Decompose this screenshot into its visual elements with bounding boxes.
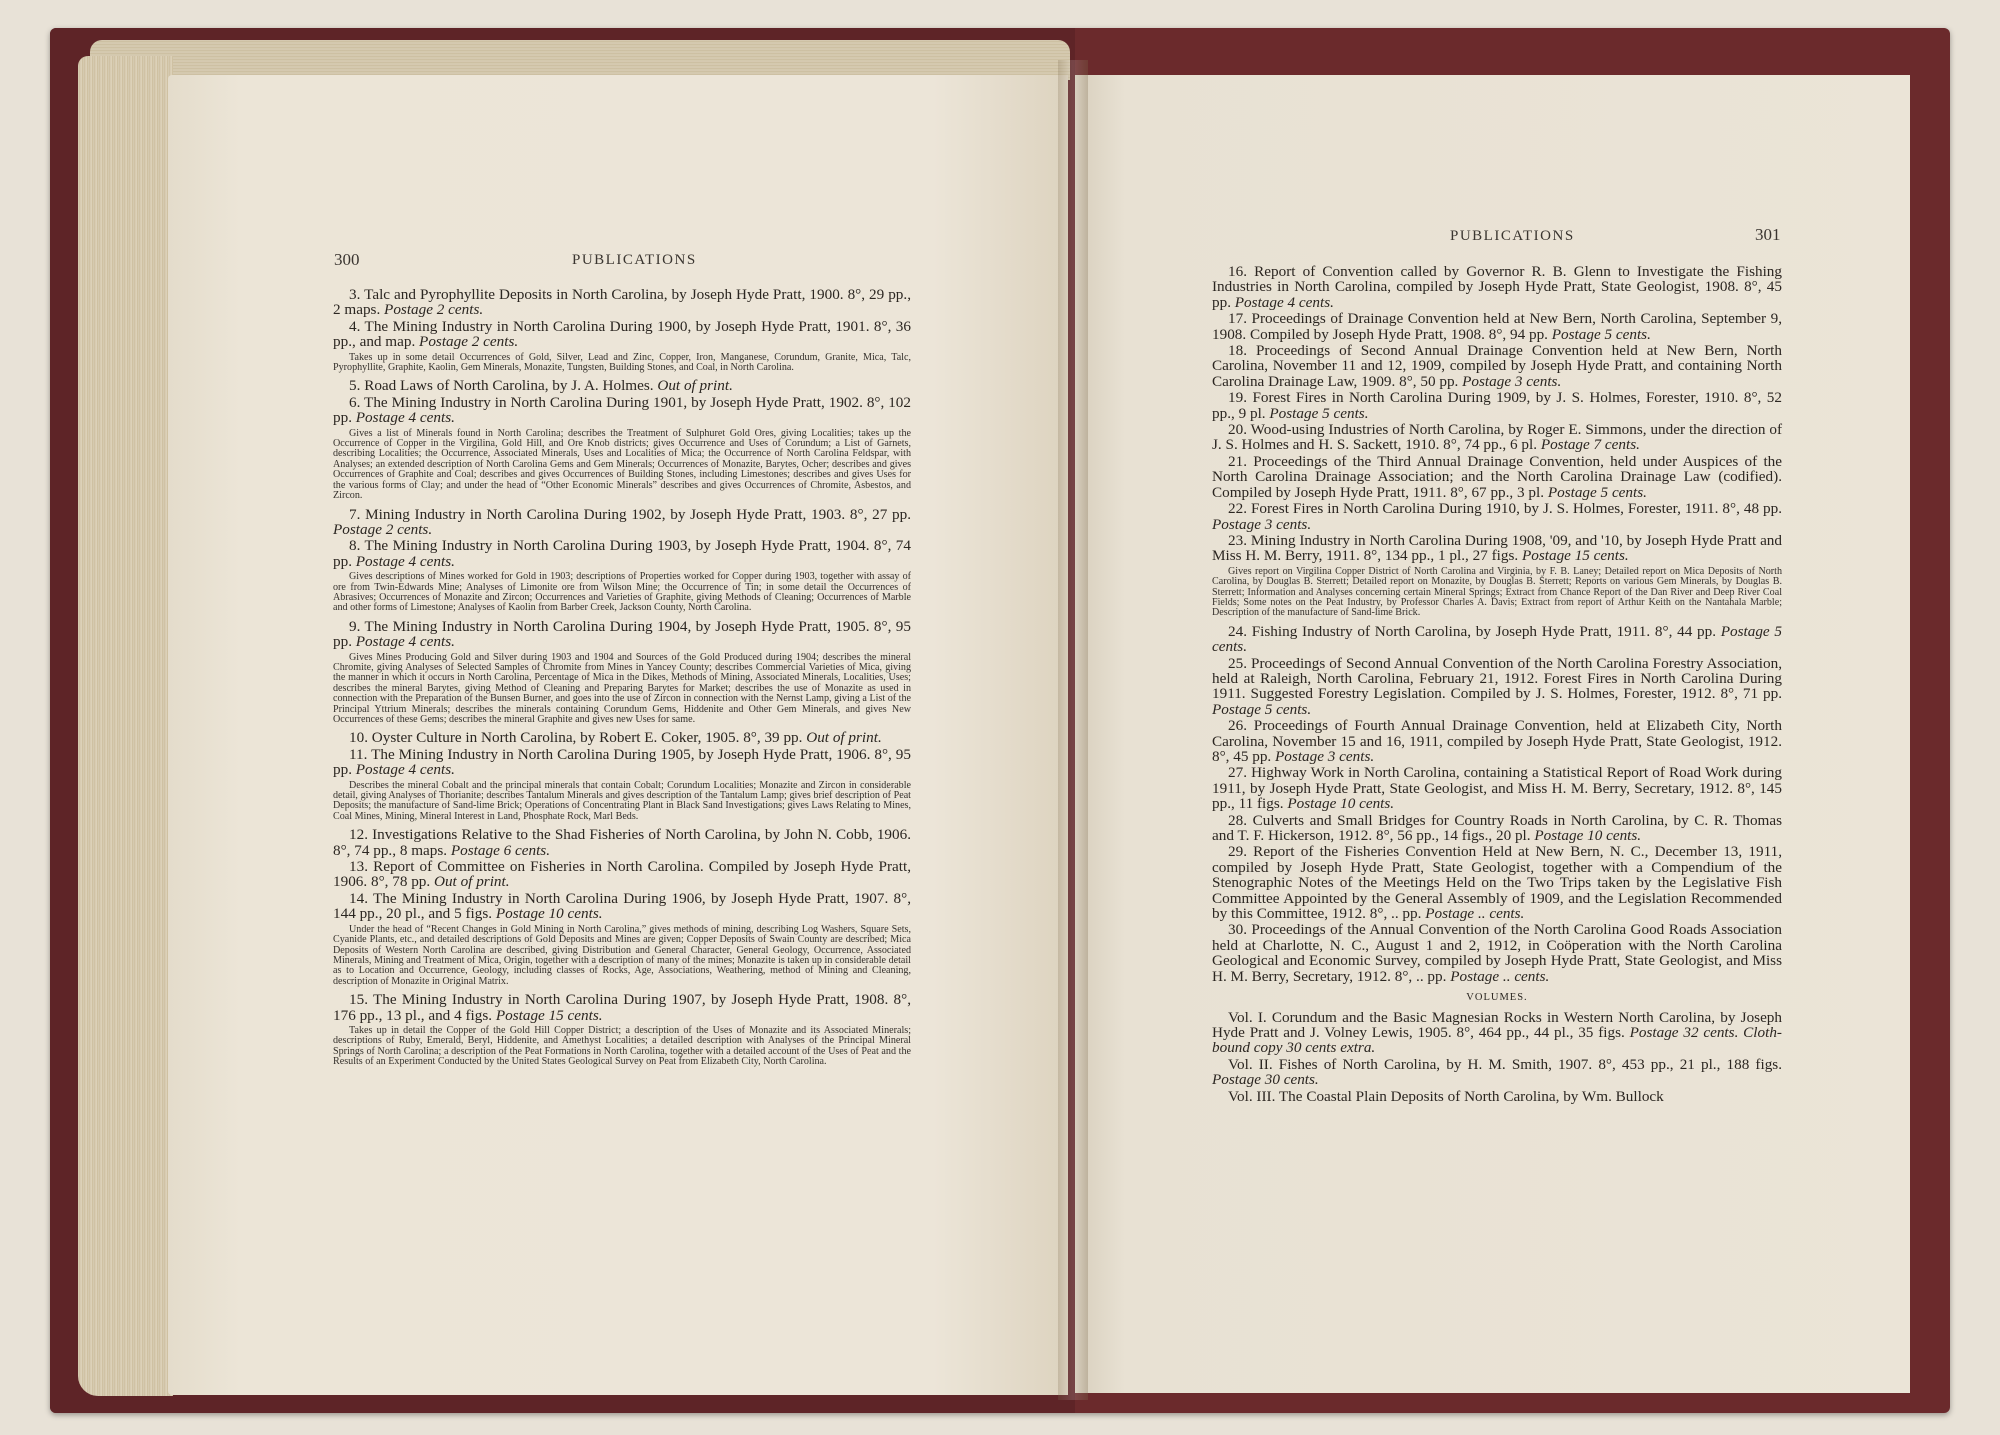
publication-entry [1212, 813, 1782, 844]
entry-postage: Postage 15 cents. [495, 1006, 603, 1024]
left-page-number: 300 [334, 250, 360, 269]
publication-entry [1212, 624, 1782, 655]
entry-postage: Postage .. cents. [1450, 967, 1550, 985]
publication-entry [333, 538, 911, 569]
publication-entry [333, 507, 911, 538]
right-page-number: 301 [1755, 225, 1781, 244]
entry-postage: Postage 5 cents. [1212, 622, 1782, 656]
entry-postage: Postage 15 cents. [1521, 547, 1629, 565]
publication-entry [1212, 264, 1782, 310]
entry-text: 7. Mining Industry in North Carolina During 1902, by Joseph Hyde Pratt, 1903. 8°, 27 pp. [349, 505, 911, 523]
entry-text: 19. Forest Fires in North Carolina During 1909, by J. S. Holmes, Forester, 1910. 8°, 52 pp., 9 pl. [1212, 389, 1782, 422]
entry-text: 25. Proceedings of Second Annual Convention of the North Carolina Forestry Association, held at Raleigh, North Carolina, February 21, 1912. Forest Fires in North Carolina During 1911. Suggested Forestry Legislation. Compiled by J. S. Holmes, Forester, 1912. 8°, 71 pp. [1212, 654, 1782, 703]
right-running-head: PUBLICATIONS [1450, 228, 1575, 244]
publication-entry [333, 859, 911, 890]
entry-text: 12. Investigations Relative to the Shad Fisheries of North Carolina, by John N. Cobb, 1906. 8°, 74 pp., 8 maps. [333, 826, 911, 859]
entry-postage: Postage 30 cents. [1212, 1071, 1319, 1089]
entry-text: Vol. III. The Coastal Plain Deposits of North Carolina, by Wm. Bullock [1228, 1087, 1664, 1105]
entry-text: 18. Proceedings of Second Annual Drainage Convention held at New Bern, North Carolina, November 11 and 12, 1909, compiled by Joseph Hyde Pratt, and containing North Carolina Drainage Law, 1909. 8°, 50 pp. [1212, 342, 1782, 390]
publication-entry [333, 319, 911, 350]
publication-entry [333, 992, 911, 1023]
entry-text: Vol. II. Fishes of North Carolina, by H. M. Smith, 1907. 8°, 453 pp., 21 pl., 188 figs. [1228, 1055, 1782, 1073]
entry-postage: Postage 10 cents. [1287, 795, 1395, 813]
entry-postage: Postage 2 cents. [384, 301, 484, 319]
entry-postage: Postage 5 cents. [1269, 404, 1369, 422]
publication-entry [333, 747, 911, 778]
publication-entry [333, 891, 911, 922]
page-block-side-edge [78, 56, 173, 1396]
entry-postage: Postage 2 cents. [419, 333, 519, 351]
entry-postage: Postage 2 cents. [333, 520, 433, 538]
entry-postage: Postage 3 cents. [1275, 748, 1375, 765]
publication-entry [1212, 390, 1782, 421]
entry-text: 24. Fishing Industry of North Carolina, by Joseph Hyde Pratt, 1911. 8°, 44 pp. [1228, 622, 1721, 640]
publication-entry [333, 378, 911, 393]
entry-postage: Postage 5 cents. [1551, 325, 1651, 343]
entry-text: Vol. I. Corundum and the Basic Magnesian Rocks in Western North Carolina, by Joseph Hyde Pratt and J. Volney Lewis, 1905. 8°, 464 pp., 44 pl., 35 figs. [1212, 1008, 1782, 1041]
left-page-text [333, 287, 911, 1073]
entry-description: Takes up in detail the Copper of the Gold Hill Copper District; a description of the Uses of Monazite and its Associated Minerals; descriptions of Ruby, Emerald, Beryl, Hiddenite, and Amethyst Localities; a detailed description with Analyses of the Principal Mineral Springs of North Carolina; a description of the Peat Formations in North Carolina, together with a detailed account of the Uses of Peat and the Results of an Experiment Conducted by the United States Geological Survey on Peat from Elizabeth City, North Carolina. [333, 1024, 911, 1068]
publication-entry [333, 395, 911, 426]
entry-text: 29. Report of the Fisheries Convention Held at New Bern, N. C., December 13, 1911, compiled by Joseph Hyde Pratt, State Geologist, together with a Compendium of the Stenographic Notes of the Meetings Held on the Two Trips taken by the Legislative Fish Committee Appointed by the General Assembly of 1909, and the Legislation Recommended by this Committee, 1912. 8°, .. pp. [1212, 843, 1782, 923]
entry-text: 15. The Mining Industry in North Carolina During 1907, by Joseph Hyde Pratt, 1908. 8°, 176 pp., 13 pl., and 4 figs. [333, 991, 911, 1024]
publication-entry [1212, 454, 1782, 500]
left-running-head: PUBLICATIONS [572, 252, 697, 268]
entry-postage: Postage 3 cents. [1212, 515, 1312, 533]
entry-description: Gives Mines Producing Gold and Silver during 1903 and 1904 and Sources of the Gold Produced during 1904; describes the mineral Chromite, giving Analyses of Selected Samples of Chromite from Mines in Yancey County; describes Commercial Varieties of Mica, giving the manner in which it occurs in North Carolina, Percentage of Mica in the Dikes, Methods of Mining, Associated Minerals, Localities, Uses; describes the mineral Barytes, giving Method of Cleaning and Preparing Barytes for Market; describes the use of Monazite as used in connection with the Preparation of the Bunsen Burner, and goes into the use of Zircon in connection with the Nernst Lamp, giving a List of the Principal Yttrium Minerals; describes the minerals containing Corundum Gems, Hiddenite and Other Gem Minerals, and gives New Occurrences of these Gems; describes the mineral Graphite and gives new Uses for same. [333, 651, 911, 725]
entry-text: 26. Proceedings of Fourth Annual Drainage Convention, held at Elizabeth City, North Carolina, November 15 and 16, 1911, compiled by Joseph Hyde Pratt, State Geologist, 1912. 8°, 45 pp. [1212, 717, 1782, 765]
publication-entry [1212, 844, 1782, 921]
entry-postage: Postage 5 cents. [1212, 700, 1312, 718]
publication-entry [1212, 656, 1782, 718]
entry-postage: Postage 7 cents. [1540, 436, 1640, 454]
entry-text: 14. The Mining Industry in North Carolina During 1906, by Joseph Hyde Pratt, 1907. 8°, 144 pp., 20 pl., and 5 figs. [333, 889, 911, 923]
entry-postage: Out of print. [434, 873, 510, 891]
entry-text: 20. Wood-using Industries of North Carolina, by Roger E. Simmons, under the direction of J. S. Holmes and H. S. Sackett, 1910. 8°, 74 pp., 6 pl. [1212, 421, 1782, 454]
entry-text: 6. The Mining Industry in North Carolina During 1901, by Joseph Hyde Pratt, 1902. 8°, 102 pp. [333, 393, 911, 427]
entry-description: Gives report on Virgilina Copper District of North Carolina and Virginia, by F. B. Laney; Detailed report on Mica Deposits of North Carolina, by Douglas B. Sterrett; Detailed report on Monazite, by Douglas B. Sterrett; Reports on various Gem Minerals, by Douglas B. Sterrett; Information and Analyses concerning certain Mineral Springs; Extract from Chance Report of the Dan River and Deep River Coal Fields; Some notes on the Peat Industry, by Professor Charles A. Davis; Extract from report of Arthur Keith on the Nantahala Marble; Description of the manufacture of Sand-lime Brick. [1212, 565, 1782, 619]
entry-text: 16. Report of Convention called by Governor R. B. Glenn to Investigate the Fishing Industries in North Carolina, compiled by Joseph Hyde Pratt, State Geologist, 1908. 8°, 45 pp. [1212, 263, 1782, 311]
publication-entry [1212, 311, 1782, 342]
entry-text: 22. Forest Fires in North Carolina During 1910, by J. S. Holmes, Forester, 1911. 8°, 48 pp. [1228, 500, 1782, 518]
entry-text: 21. Proceedings of the Third Annual Drainage Convention, held under Auspices of the North Carolina Drainage Association; and the North Carolina Drainage Law (codified). Compiled by Joseph Hyde Pratt, 1911. 8°, 67 pp., 3 pl. [1212, 452, 1782, 501]
publication-entry [1212, 501, 1782, 532]
book-gutter [1058, 60, 1088, 1400]
entry-description: Describes the mineral Cobalt and the principal minerals that contain Cobalt; Corundum Localities; Monazite and Zircon in considerable detail, giving Analyses of Thorianite; describes Tantalum Minerals and gives description of the Tantalum Lamp; gives brief description of Peat Deposits; the manufacture of Sand-lime Brick; Operations of Concentrating Plant in Black Sand Investigations; gives Laws Relating to Mines, Coal Mines, Mining, Mineral Interest in Land, Phosphate Rock, Marl Beds. [333, 779, 911, 822]
entry-postage: Postage 32 cents. Cloth-bound copy 30 cents extra. [1212, 1023, 1782, 1057]
right-page-text [1212, 264, 1782, 1105]
entry-text: 28. Culverts and Small Bridges for Country Roads in North Carolina, by C. R. Thomas and T. F. Hickerson, 1912. 8°, 56 pp., 14 figs., 20 pl. [1212, 811, 1782, 845]
publication-entry [1212, 343, 1782, 389]
volume-entry [1212, 1057, 1782, 1088]
entry-text: 5. Road Laws of North Carolina, by J. A. Holmes. [349, 377, 658, 395]
entry-text: 9. The Mining Industry in North Carolina During 1904, by Joseph Hyde Pratt, 1905. 8°, 95 pp. [333, 617, 911, 651]
entry-description: Gives a list of Minerals found in North Carolina; describes the Treatment of Sulphuret Gold Ores, giving Localities; takes up the Occurrence of Copper in the Virgilina, Gold Hill, and Ore Knob districts; gives Occurrence and Uses of Corundum; a List of Garnets, describing Localities; the Occurrence, Associated Minerals, Uses and Localities of Mica; the Occurrence of North Carolina Feldspar, with Analyses; an extended description of North Carolina Gems and Gem Minerals; Occurrences of Monazite, Barytes, Ocher; describes and gives Occurrences of Graphite and Coal; describes and gives Occurrences of Building Stones, including Limestones; describes and gives Uses for the various forms of Clay; and under the head of “Other Economic Minerals” describes and gives Occurrences of Chromite, Asbestos, and Zircon. [333, 427, 911, 502]
entry-text: 8. The Mining Industry in North Carolina During 1903, by Joseph Hyde Pratt, 1904. 8°, 74 pp. [333, 537, 911, 570]
publication-entry [1212, 422, 1782, 453]
publication-entry [333, 827, 911, 858]
entry-description: Takes up in some detail Occurrences of Gold, Silver, Lead and Zinc, Copper, Iron, Manganese, Corundum, Granite, Mica, Talc, Pyrophyllite, Graphite, Kaolin, Gem Minerals, Monazite, Tungsten, Building Stones, and Coal, in North Carolina. [333, 351, 911, 374]
entry-postage: Postage 10 cents. [495, 905, 603, 923]
entry-postage: Out of print. [806, 729, 882, 747]
volume-entry [1212, 1010, 1782, 1056]
entry-text: 30. Proceedings of the Annual Convention of the North Carolina Good Roads Association held at Charlotte, N. C., August 1 and 2, 1912, in Coöperation with the North Carolina Geological and Economic Survey, compiled by Joseph Hyde Pratt, State Geologist, and Miss H. M. Berry, Secretary, 1912. 8°, .. pp. [1212, 921, 1782, 985]
entry-description: Gives descriptions of Mines worked for Gold in 1903; descriptions of Properties worked for Copper during 1903, together with assay of ore from Twin-Edwards Mine; Analyses of Limonite ore from Wilson Mine; the Occurrence of Tin; in some detail the Occurrences of Abrasives; Occurrences of Monazite and Zircon; Occurrences and Varieties of Graphite, giving Methods of Cleaning; Occurrences of Marble and other forms of Limestone; Analyses of Kaolin from Barber Creek, Jackson County, North Carolina. [333, 571, 911, 614]
volume-entry [1212, 1089, 1782, 1104]
entry-postage: Postage 4 cents. [1234, 293, 1334, 311]
publication-entry [333, 619, 911, 650]
entry-postage: Out of print. [657, 377, 733, 395]
entry-postage: Postage 6 cents. [450, 841, 550, 859]
entry-postage: Postage 4 cents. [355, 409, 455, 427]
publication-entry [1212, 533, 1782, 564]
entry-postage: Postage 4 cents. [355, 761, 455, 779]
entry-text: 10. Oyster Culture in North Carolina, by Robert E. Coker, 1905. 8°, 39 pp. [349, 729, 807, 747]
entry-postage: Postage 4 cents. [355, 552, 455, 570]
entry-postage: Postage 3 cents. [1462, 372, 1562, 390]
publication-entry [1212, 765, 1782, 811]
entry-text: 4. The Mining Industry in North Carolina During 1900, by Joseph Hyde Pratt, 1901. 8°, 36 pp., and map. [333, 317, 911, 351]
entry-text: 11. The Mining Industry in North Carolina During 1905, by Joseph Hyde Pratt, 1906. 8°, 95 pp. [333, 745, 911, 779]
entry-text: 23. Mining Industry in North Carolina During 1908, '09, and '10, by Joseph Hyde Pratt and Miss H. M. Berry, 1911. 8°, 134 pp., 1 pl., 27 figs. [1212, 531, 1782, 565]
publication-entry [333, 287, 911, 318]
publication-entry [333, 730, 911, 745]
entry-text: 3. Talc and Pyrophyllite Deposits in North Carolina, by Joseph Hyde Pratt, 1900. 8°, 29 pp., 2 maps. [333, 286, 911, 319]
entry-text: 13. Report of Committee on Fisheries in North Carolina. Compiled by Joseph Hyde Pratt, 1906. 8°, 78 pp. [333, 858, 911, 891]
entry-postage: Postage .. cents. [1425, 905, 1525, 923]
entry-postage: Postage 5 cents. [1547, 483, 1647, 501]
entry-postage: Postage 10 cents. [1534, 827, 1642, 845]
publication-entry [1212, 718, 1782, 764]
entry-postage: Postage 4 cents. [355, 633, 455, 651]
entry-text: 17. Proceedings of Drainage Convention held at New Bern, North Carolina, September 9, 1908. Compiled by Joseph Hyde Pratt, 1908. 8°, 94 pp. [1212, 310, 1782, 343]
entry-description: Under the head of “Recent Changes in Gold Mining in North Carolina,” gives methods of mining, describing Log Washers, Square Sets, Cyanide Plants, etc., and detailed descriptions of Gold Deposits and Mines are given; Copper Deposits of Swain County are described; Mica Deposits of Western North Carolina are described, giving Distribution and General Character, General Geology, Occurrence, Associated Minerals, Mining and Treatment of Mica, Origin, together with a description of many of the mines; Monazite is taken up in considerable detail as to Location and Occurrence, Geology, including classes of Rocks, Age, Associations, Weathering, method of Mining and Cleaning, description of Monazite in Original Matrix. [333, 923, 911, 987]
volumes-heading: VOLUMES. [1466, 992, 1528, 1004]
page-block-top-edge [90, 40, 1070, 80]
publication-entry [1212, 922, 1782, 984]
entry-text: 27. Highway Work in North Carolina, containing a Statistical Report of Road Work during 1911, by Joseph Hyde Pratt, State Geologist, and Miss H. M. Berry, Secretary, 1912. 8°, 145 pp., 11 figs. [1212, 764, 1782, 813]
